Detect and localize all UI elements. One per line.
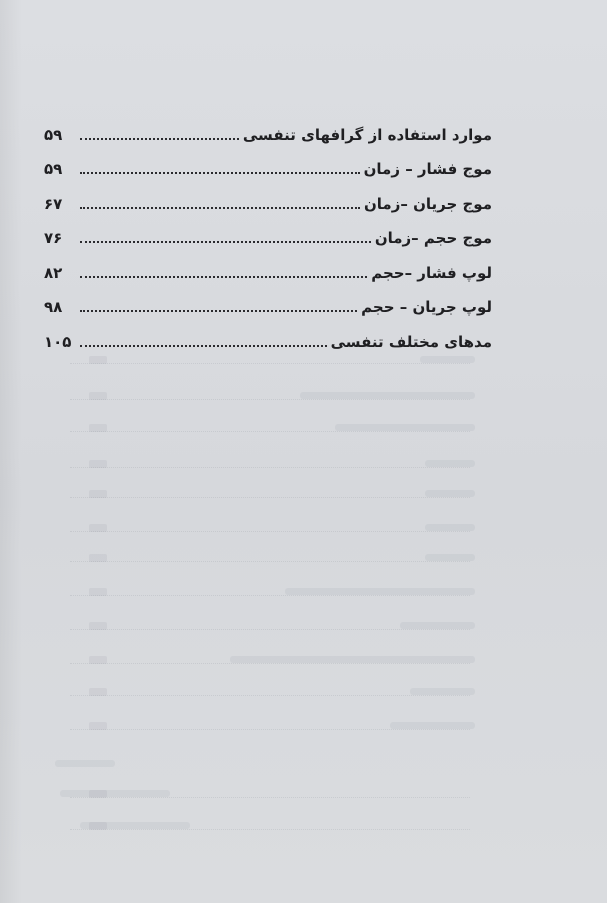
toc-entry (44, 283, 492, 318)
dot-leader (80, 345, 327, 347)
dot-leader (80, 138, 239, 140)
toc-entry-title: موج فشار – زمان (363, 160, 492, 178)
page-edge-shadow (0, 0, 22, 903)
toc-entry (44, 317, 492, 352)
toc-entry (44, 145, 492, 180)
dot-leader (80, 241, 371, 243)
toc-entry (44, 179, 492, 214)
toc-entry (44, 214, 492, 249)
toc-entry-page: ۹۸ (44, 298, 63, 316)
toc-entry-page: ۶۷ (44, 194, 63, 213)
table-of-contents (44, 110, 492, 352)
toc-entry-title: موارد استفاده از گرافهای تنفسی (242, 125, 492, 144)
toc-entry-page: ۱۰۵ (44, 332, 72, 351)
toc-entry-page: ۵۹ (44, 160, 63, 178)
toc-entry-title: لوپ جریان – حجم (361, 298, 492, 316)
dot-leader (80, 276, 367, 278)
toc-entry (44, 110, 492, 145)
toc-entry-title: لوپ فشار –حجم (371, 263, 492, 282)
toc-entry-page: ۸۲ (44, 263, 63, 282)
toc-entry-page: ۷۶ (44, 229, 63, 247)
dot-leader (80, 172, 360, 174)
dot-leader (80, 207, 360, 209)
toc-entry-page: ۵۹ (44, 125, 63, 144)
toc-entry-title: مدهای مختلف تنفسی (330, 332, 492, 351)
toc-entry-title: موج حجم –زمان (374, 229, 492, 247)
toc-entry (44, 248, 492, 283)
toc-entry-title: موج جریان –زمان (363, 194, 492, 213)
dot-leader (80, 310, 357, 312)
